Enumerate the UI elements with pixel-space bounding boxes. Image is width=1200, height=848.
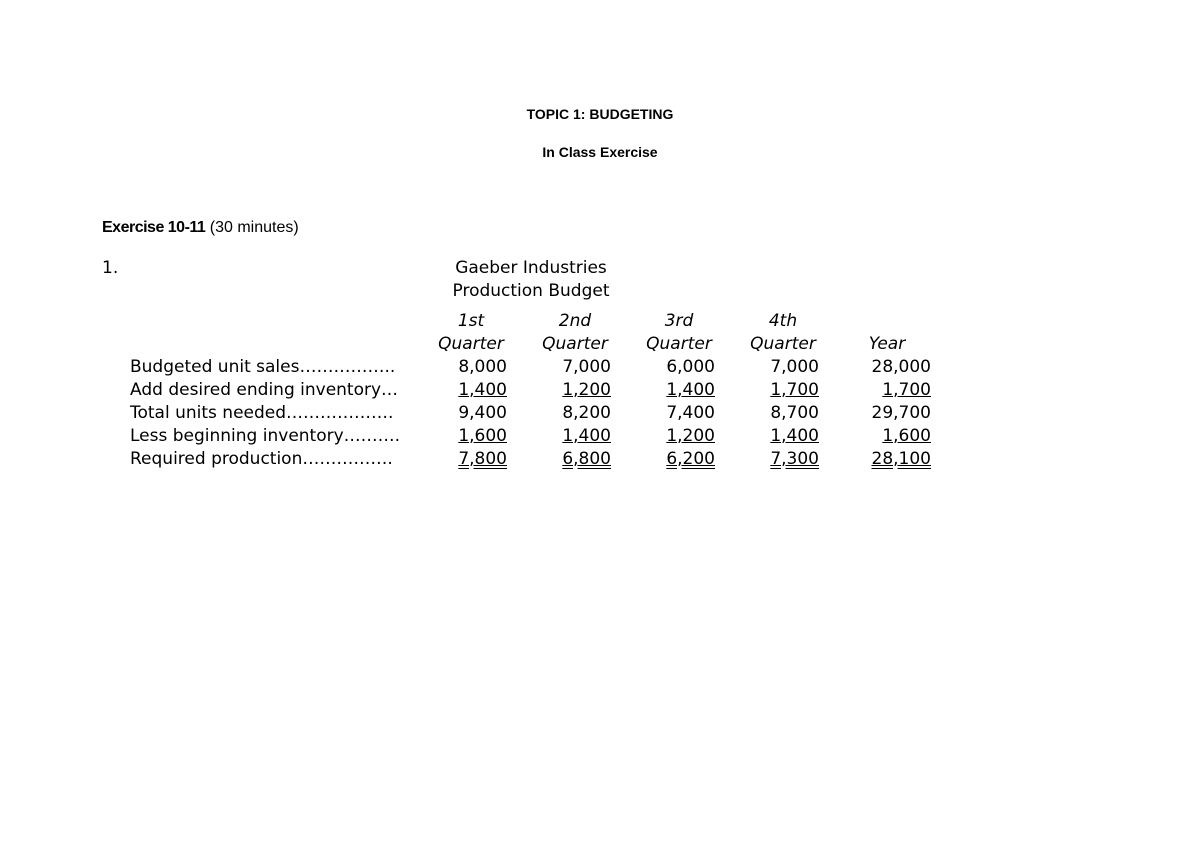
cell-value: 8,000 [458, 357, 507, 377]
cell-q4 [731, 448, 835, 471]
cell-value: 1,400 [562, 426, 611, 446]
cell-value: 29,700 [871, 403, 931, 423]
cell-q2 [523, 448, 627, 471]
cell-value: 1,400 [770, 426, 819, 446]
cell-value: 7,000 [562, 357, 611, 377]
cell-q4 [731, 425, 835, 448]
cell-value: 8,200 [562, 403, 611, 423]
page-subtitle: In Class Exercise [542, 144, 658, 160]
cell-value: 1,200 [562, 380, 611, 400]
column-header-q3-line1: 3rd [664, 311, 694, 331]
column-header-year-line2: Year [868, 334, 906, 354]
page-title: TOPIC 1: BUDGETING [526, 106, 674, 122]
cell-value: 7,400 [666, 403, 715, 423]
cell-q1 [419, 379, 523, 402]
cell-q1 [419, 448, 523, 471]
column-header-row-2 [130, 333, 939, 356]
exercise-duration: (30 minutes) [209, 219, 299, 236]
column-header-q2-line1: 2nd [558, 311, 592, 331]
exercise-label: Exercise 10-11 [102, 219, 206, 236]
cell-q2 [523, 402, 627, 425]
cell-year [835, 379, 939, 402]
cell-value: 1,400 [458, 380, 507, 400]
cell-value: 7,300 [770, 449, 819, 469]
cell-q2 [523, 379, 627, 402]
cell-year [835, 448, 939, 471]
cell-value: 8,700 [770, 403, 819, 423]
cell-value: 6,800 [562, 449, 611, 469]
table-row-total-units-needed [130, 402, 939, 425]
table-row-budgeted-unit-sales [130, 356, 939, 379]
cell-q3 [627, 448, 731, 471]
cell-value: 7,800 [458, 449, 507, 469]
column-header-q4-line1: 4th [768, 311, 798, 331]
cell-q1 [419, 402, 523, 425]
column-header-q1-line2: Quarter [438, 334, 504, 354]
row-label: Total units needed………………. [130, 403, 394, 423]
cell-q4 [731, 356, 835, 379]
company-name: Gaeber Industries [455, 258, 607, 278]
cell-q2 [523, 425, 627, 448]
row-label: Less beginning inventory………. [130, 426, 401, 446]
cell-q2 [523, 356, 627, 379]
cell-q4 [731, 379, 835, 402]
column-header-q3-line2: Quarter [646, 334, 712, 354]
header-blank [130, 310, 419, 333]
item-number: 1. [102, 258, 119, 278]
cell-year [835, 402, 939, 425]
cell-value: 1,600 [882, 426, 931, 446]
table-row-less-beginning-inventory [130, 425, 939, 448]
table-row-add-desired-ending-inventory [130, 379, 939, 402]
cell-value: 1,700 [882, 380, 931, 400]
cell-year [835, 425, 939, 448]
cell-value: 6,200 [666, 449, 715, 469]
budget-title: Production Budget [452, 281, 610, 301]
cell-value: 6,000 [666, 357, 715, 377]
cell-q4 [731, 402, 835, 425]
cell-value: 1,700 [770, 380, 819, 400]
column-header-q4-line2: Quarter [750, 334, 816, 354]
cell-q3 [627, 379, 731, 402]
column-header-q2-line2: Quarter [542, 334, 608, 354]
cell-q3 [627, 356, 731, 379]
exercise-heading [102, 219, 299, 237]
cell-value: 28,100 [871, 449, 931, 469]
cell-q1 [419, 356, 523, 379]
cell-year [835, 356, 939, 379]
budget-heading [431, 257, 631, 303]
cell-value: 28,000 [871, 357, 931, 377]
cell-value: 1,400 [666, 380, 715, 400]
column-header-year-line1 [835, 310, 939, 333]
column-header-row-1 [130, 310, 939, 333]
cell-value: 7,000 [770, 357, 819, 377]
cell-value: 1,200 [666, 426, 715, 446]
cell-value: 9,400 [458, 403, 507, 423]
production-budget-table [130, 310, 939, 471]
cell-value: 1,600 [458, 426, 507, 446]
row-label: Budgeted unit sales…………….. [130, 357, 396, 377]
table-row-required-production [130, 448, 939, 471]
cell-q3 [627, 425, 731, 448]
row-label: Required production……………. [130, 449, 393, 469]
row-label: Add desired ending inventory… [130, 380, 399, 400]
header-blank [130, 333, 419, 356]
column-header-q1-line1: 1st [457, 311, 485, 331]
cell-q1 [419, 425, 523, 448]
cell-q3 [627, 402, 731, 425]
